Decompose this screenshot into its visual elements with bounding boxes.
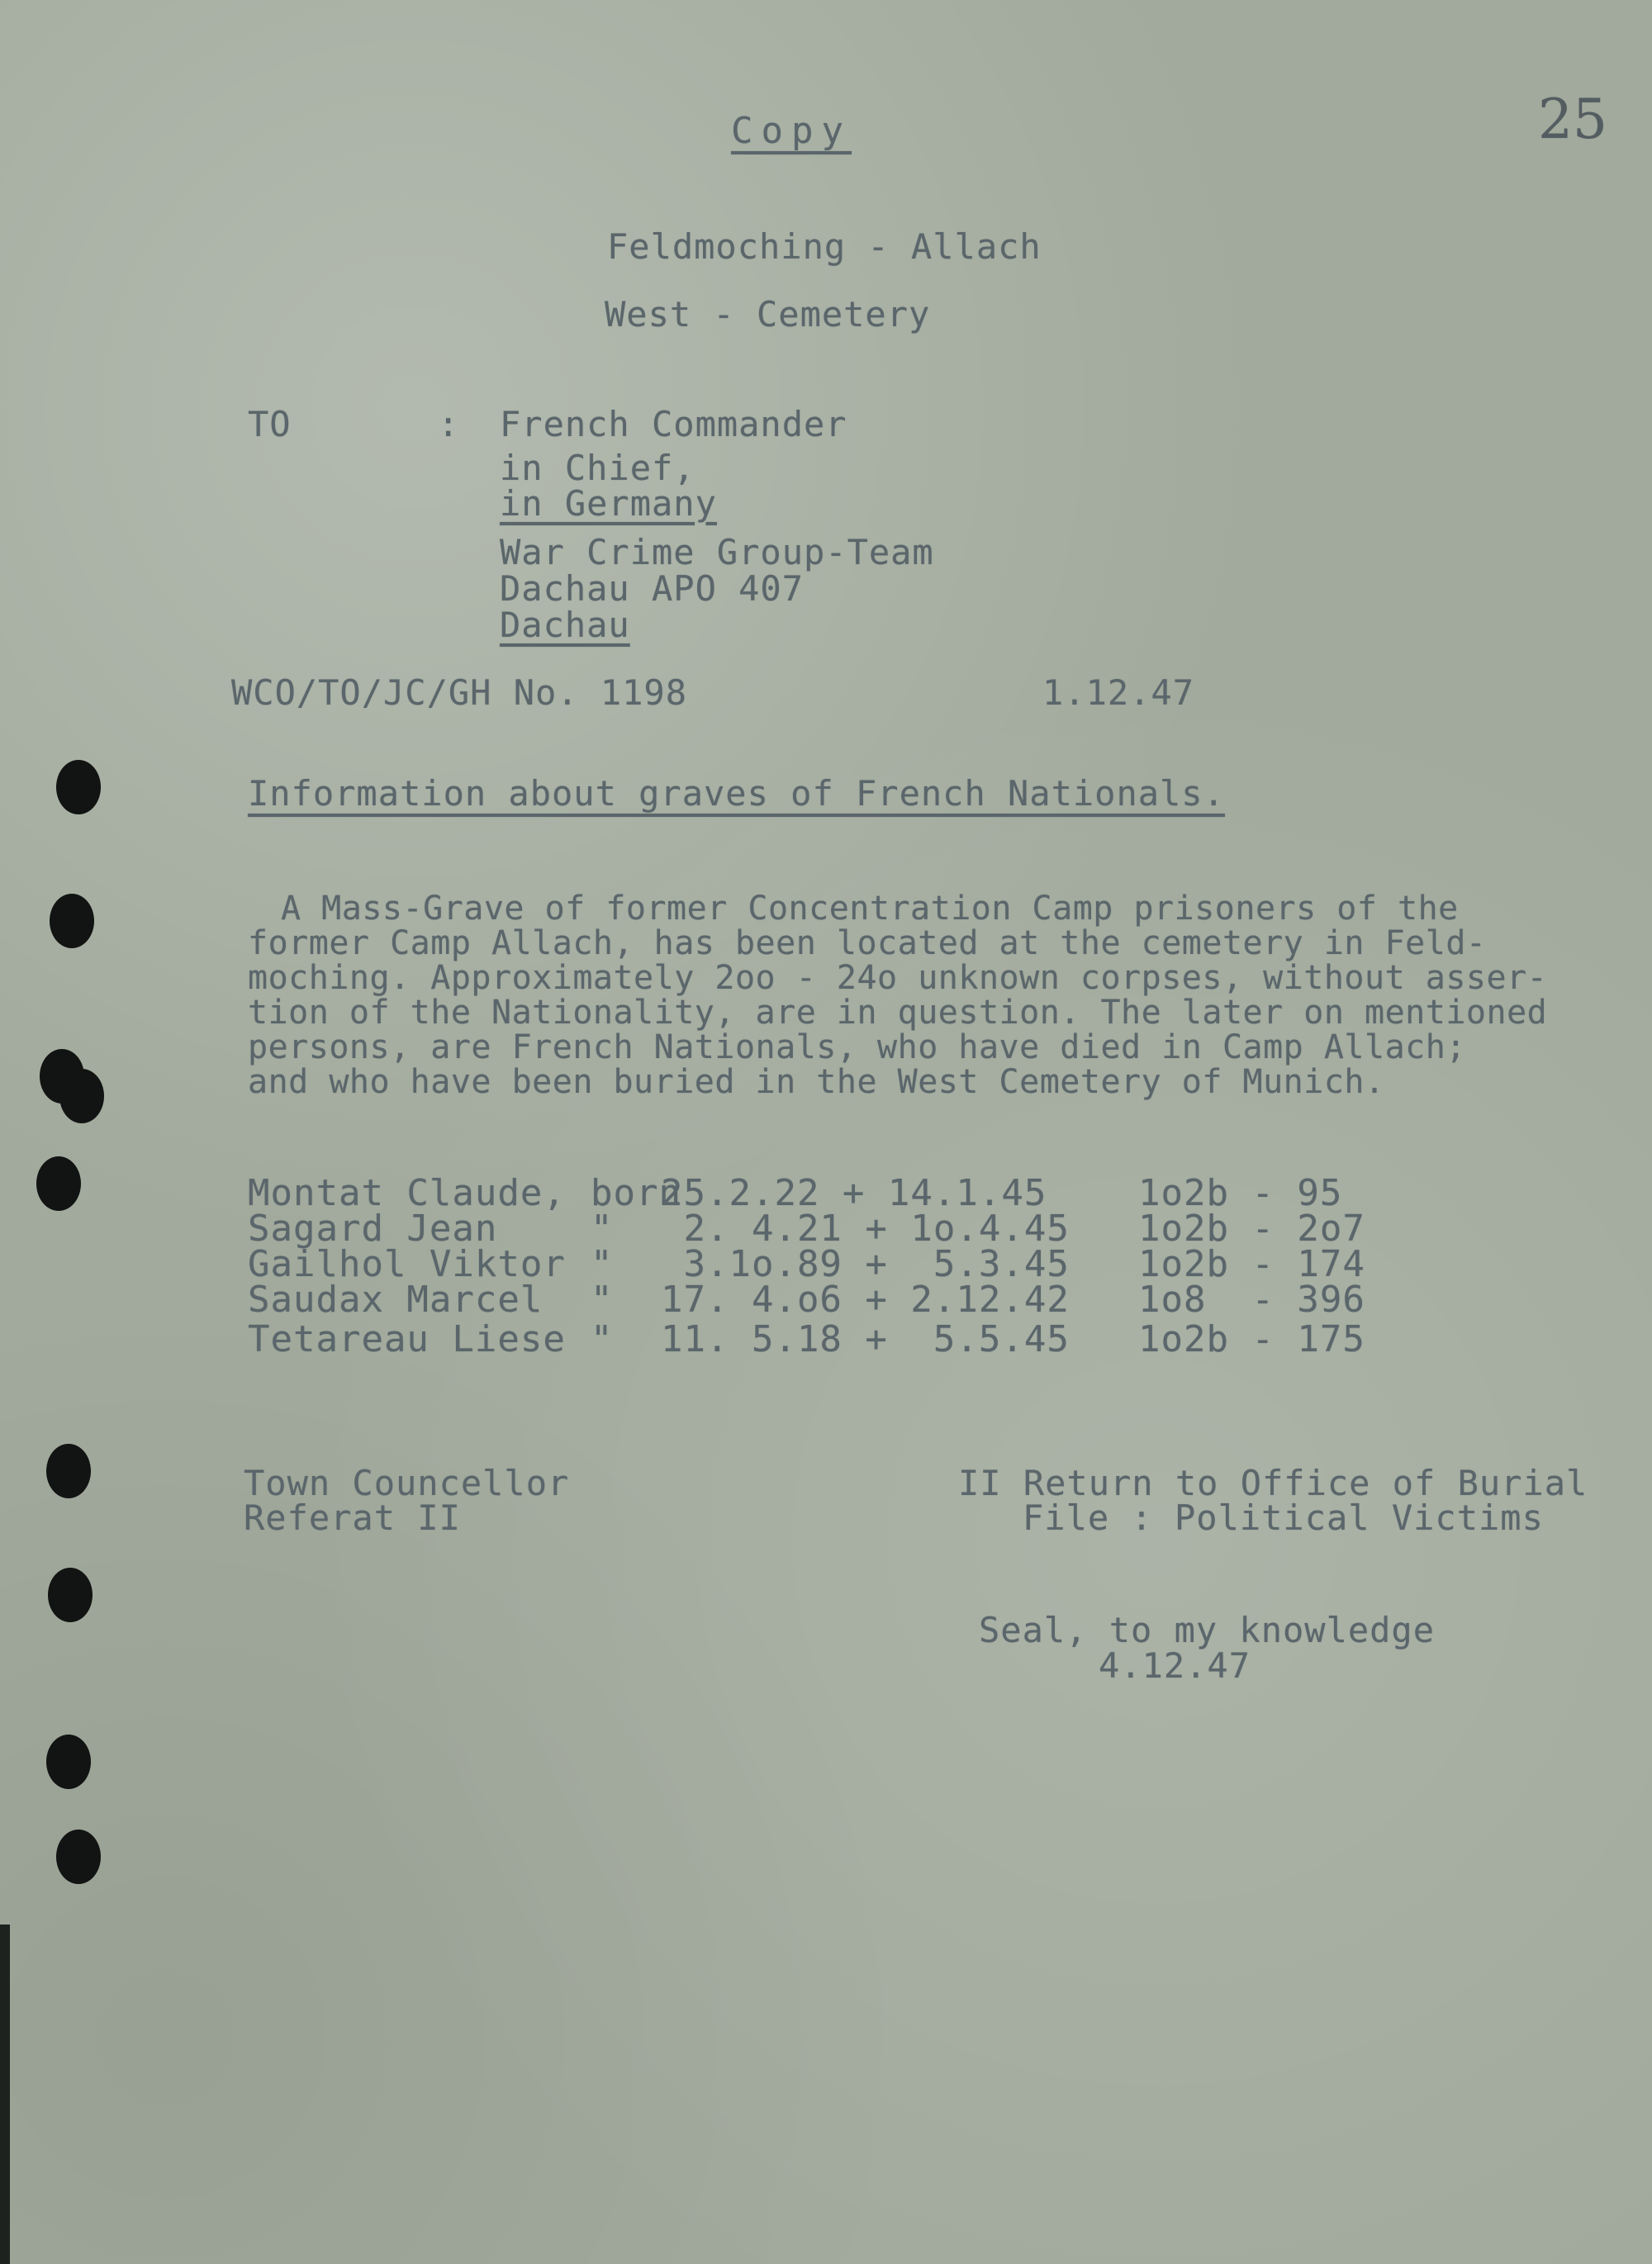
grave-number: 1o2b - 174 bbox=[1138, 1243, 1365, 1285]
body-text-line: moching. Approximately 2oo - 24o unknown corpses, without asser- bbox=[248, 959, 1548, 997]
body-text-line: persons, are French Nationals, who have died in Camp Allach; bbox=[248, 1028, 1466, 1066]
document-title-line2: West - Cemetery bbox=[605, 294, 931, 335]
punch-hole bbox=[50, 894, 94, 948]
document-title-line1: Feldmoching - Allach bbox=[607, 226, 1042, 267]
address-line: War Crime Group-Team bbox=[500, 532, 934, 572]
punch-hole bbox=[46, 1735, 91, 1789]
footer-right-line2: File : Political Victims bbox=[1023, 1497, 1544, 1538]
body-text-line: and who have been buried in the West Cemetery of Munich. bbox=[248, 1063, 1385, 1101]
body-text-line: A Mass-Grave of former Concentration Camp prisoners of the bbox=[281, 890, 1459, 928]
ditto-mark: " bbox=[591, 1279, 614, 1321]
person-name: Gailhol Viktor bbox=[248, 1243, 566, 1285]
address-line: in Chief, bbox=[500, 448, 695, 488]
body-text-line: tion of the Nationality, are in question. The later on mentioned bbox=[248, 994, 1548, 1032]
page-number: 25 bbox=[1538, 88, 1607, 151]
person-dates: 25.2.22 + 14.1.45 bbox=[661, 1172, 1047, 1214]
person-dates: 2. 4.21 + 1o.4.45 bbox=[661, 1208, 1070, 1250]
copy-heading: Copy bbox=[731, 110, 852, 152]
person-row bbox=[248, 1172, 1404, 1214]
address-line: in Germany bbox=[500, 483, 717, 524]
footer-left-line2: Referat II bbox=[244, 1497, 461, 1538]
address-line: French Commander bbox=[500, 404, 847, 444]
ditto-mark: " bbox=[591, 1243, 614, 1285]
person-dates: 17. 4.o6 + 2.12.42 bbox=[661, 1279, 1070, 1321]
ditto-mark: " bbox=[591, 1208, 614, 1250]
document-date: 1.12.47 bbox=[1042, 672, 1195, 713]
person-name: Sagard Jean bbox=[248, 1208, 498, 1250]
person-dates: 11. 5.18 + 5.5.45 bbox=[661, 1318, 1070, 1360]
punch-hole bbox=[46, 1444, 91, 1498]
address-line: Dachau APO 407 bbox=[500, 568, 805, 609]
to-label: TO bbox=[248, 404, 292, 444]
grave-number: 1o8 - 396 bbox=[1138, 1279, 1365, 1321]
footer-right-line1: II Return to Office of Burial bbox=[958, 1463, 1588, 1503]
footer-left-line1: Town Councellor bbox=[244, 1463, 570, 1503]
person-name: Montat Claude, bbox=[248, 1172, 566, 1214]
reference-number: WCO/TO/JC/GH No. 1198 bbox=[231, 672, 688, 713]
seal-line2: 4.12.47 bbox=[1099, 1645, 1251, 1686]
person-name: Tetareau Liese bbox=[248, 1318, 566, 1360]
person-row bbox=[248, 1318, 1404, 1360]
person-name: Saudax Marcel bbox=[248, 1279, 544, 1321]
subject-line: Information about graves of French Nationals. bbox=[248, 773, 1225, 814]
person-row bbox=[248, 1279, 1404, 1321]
to-colon: : bbox=[438, 404, 460, 444]
punch-hole bbox=[36, 1156, 81, 1211]
grave-number: 1o2b - 95 bbox=[1138, 1172, 1343, 1214]
punch-hole bbox=[59, 1069, 104, 1123]
grave-number: 1o2b - 175 bbox=[1138, 1318, 1365, 1360]
person-row bbox=[248, 1208, 1404, 1250]
ditto-mark: " bbox=[591, 1318, 614, 1360]
seal-line1: Seal, to my knowledge bbox=[979, 1610, 1436, 1650]
person-row bbox=[248, 1243, 1404, 1285]
punch-hole bbox=[48, 1568, 93, 1622]
punch-hole bbox=[56, 1830, 101, 1884]
person-dates: 3.1o.89 + 5.3.45 bbox=[661, 1243, 1070, 1285]
born-mark: born bbox=[591, 1172, 681, 1214]
punch-hole bbox=[56, 760, 101, 814]
grave-number: 1o2b - 2o7 bbox=[1138, 1208, 1365, 1250]
address-line: Dachau bbox=[500, 605, 630, 645]
edge-shadow bbox=[0, 1925, 10, 2264]
body-text-line: former Camp Allach, has been located at the cemetery in Feld- bbox=[248, 924, 1487, 962]
